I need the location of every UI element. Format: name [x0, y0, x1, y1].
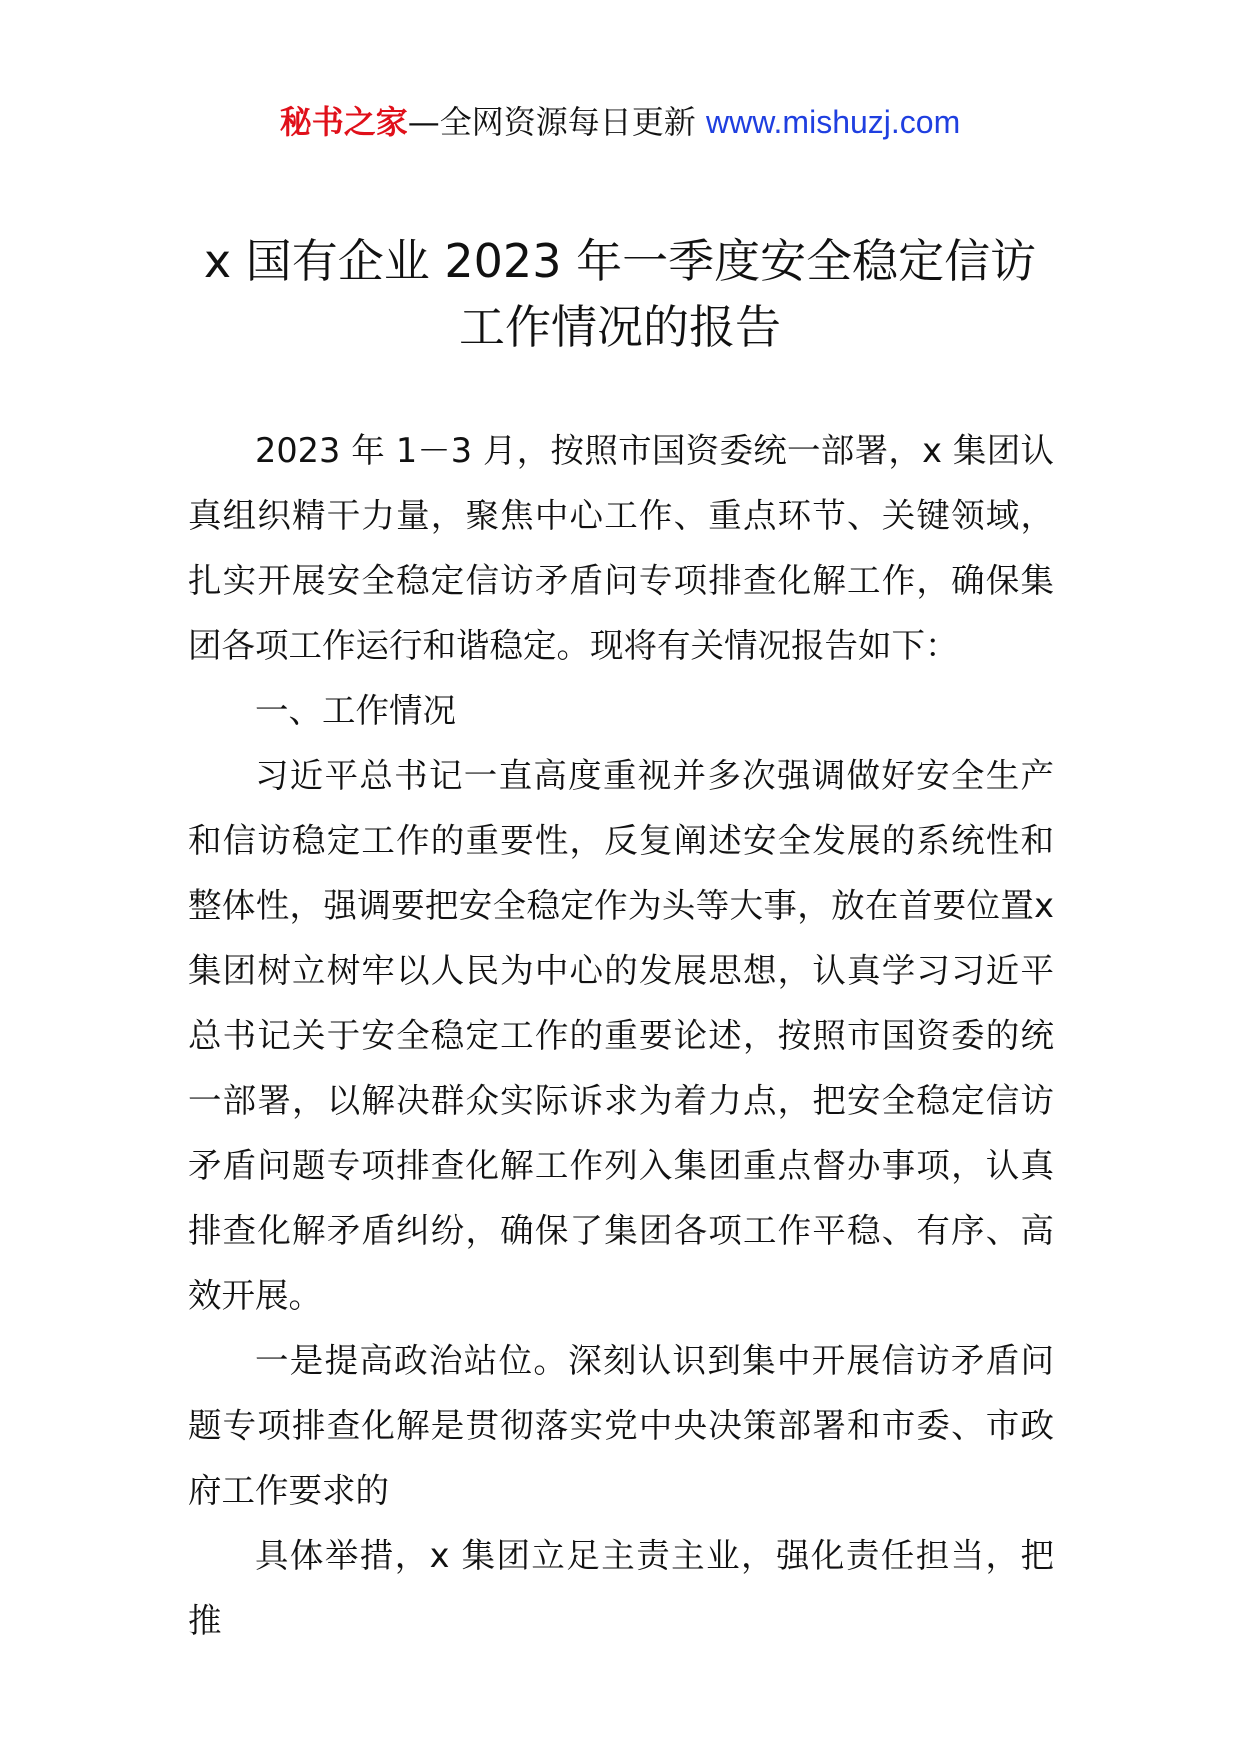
- site-header: [0, 100, 1240, 144]
- body-paragraph: 一是提高政治站位。深刻认识到集中开展信访矛盾问题专项排查化解是贯彻落实党中央决策部署和市委、市政府工作要求的: [188, 1341, 1054, 1510]
- intro-paragraph: 2023 年 1－3 月，按照市国资委统一部署，x 集团认真组织精干力量，聚焦中心工作、重点环节、关键领域，扎实开展安全稳定信访矛盾问专项排查化解工作，确保集团各项工作运行和谐稳定。现将有关情况报告如下：: [188, 431, 1054, 665]
- document-title: x 国有企业 2023 年一季度安全稳定信访工作情况的报告: [203, 234, 1037, 354]
- site-url-link[interactable]: www.mishuzj.com: [705, 104, 961, 140]
- section-heading: 一、工作情况: [255, 691, 456, 730]
- header-tagline: —全网资源每日更新: [407, 103, 706, 141]
- brand-name: 秘书之家: [279, 103, 408, 141]
- body-paragraph: 具体举措，x 集团立足主责主业，强化责任担当，把推: [188, 1536, 1054, 1640]
- body-paragraph: 习近平总书记一直高度重视并多次强调做好安全生产和信访稳定工作的重要性，反复阐述安全发展的系统性和整体性，强调要把安全稳定作为头等大事，放在首要位置x 集团树立树牢以人民为中心的发展思想，认真学习习近平总书记关于安全稳定工作的重要论述，按照市国资委的统一部署，以解决群众实际诉求为着力点，把安全稳定信访矛盾问题专项排查化解工作列入集团重点督办事项，认真排查化解矛盾纠纷，确保了集团各项工作平稳、有序、高效开展。: [188, 756, 1054, 1315]
- document-body: [188, 418, 1054, 1653]
